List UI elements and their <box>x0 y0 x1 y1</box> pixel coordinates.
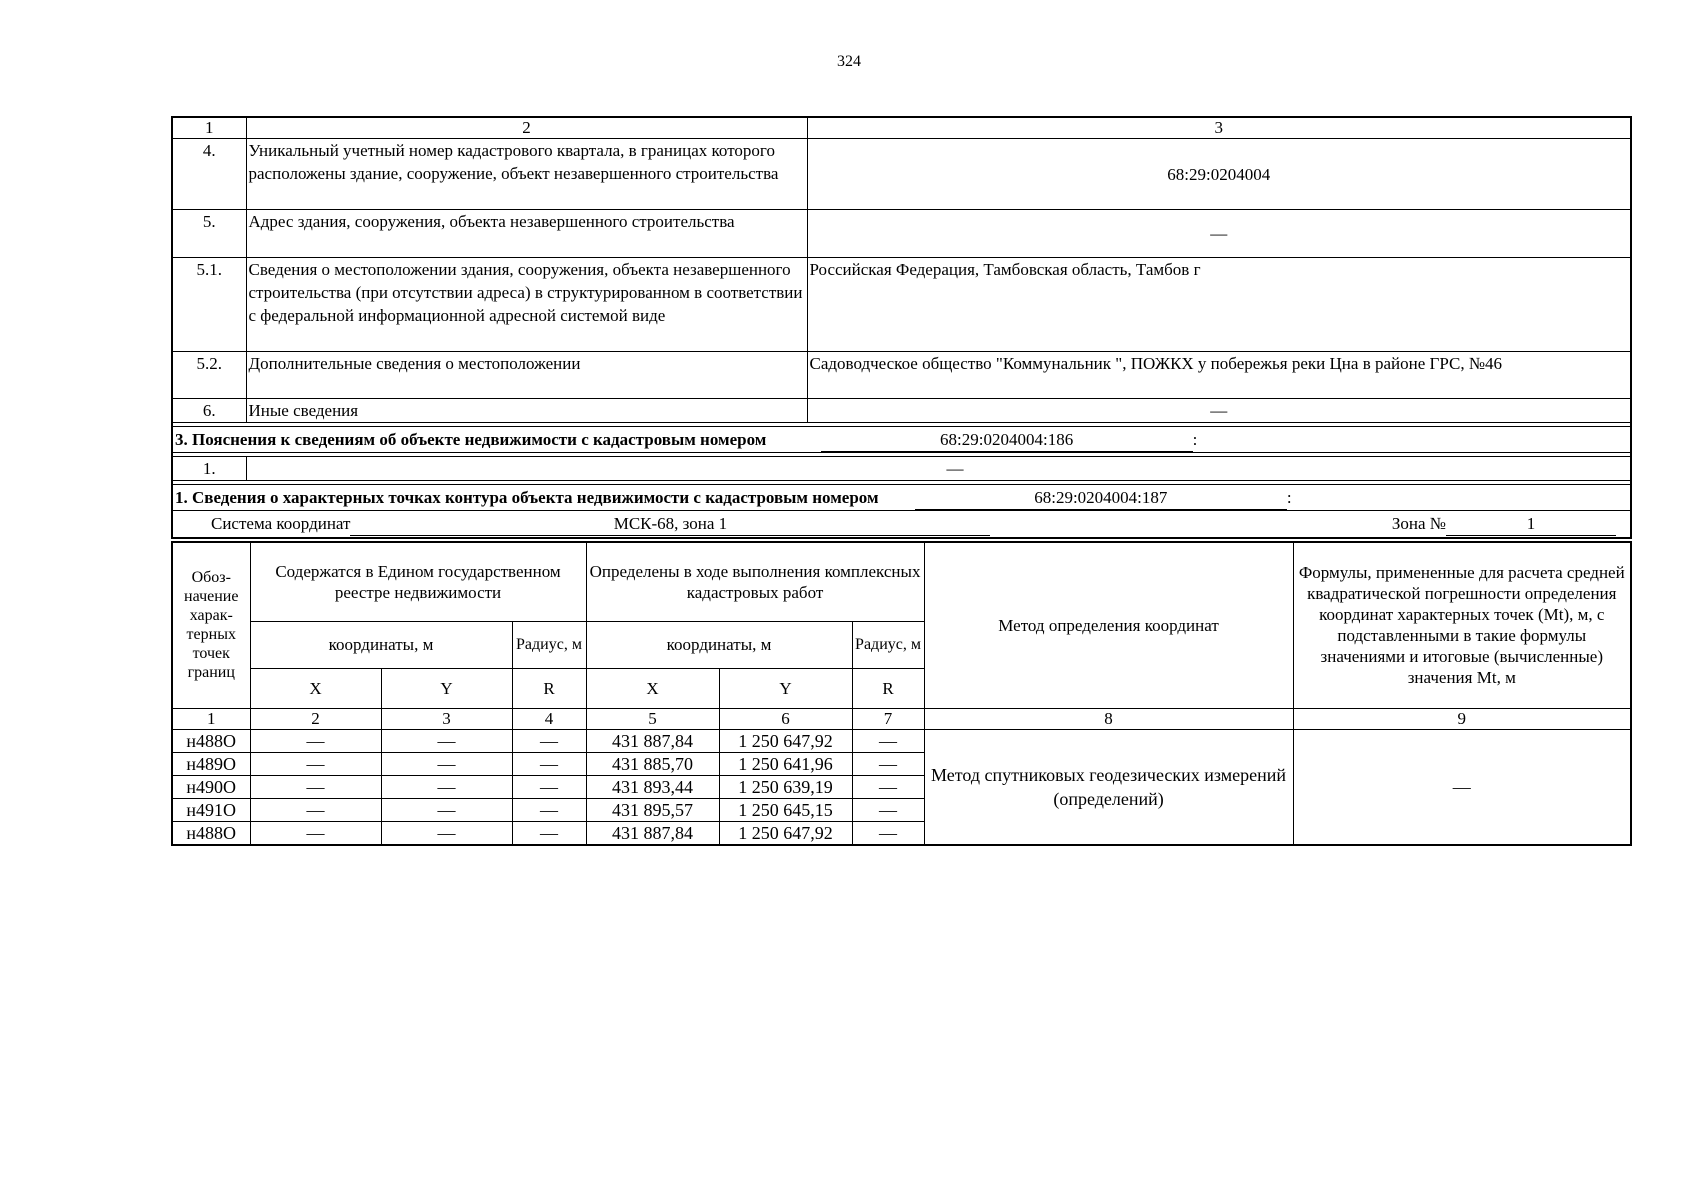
ckr-r: — <box>852 821 924 845</box>
column-number: 7 <box>852 708 924 729</box>
ckr-x: 431 893,44 <box>586 775 719 798</box>
header-ckr-r: R <box>852 668 924 708</box>
info-row-value: — <box>807 210 1631 258</box>
point-designation: н490О <box>172 775 250 798</box>
egrn-x: — <box>250 775 381 798</box>
info-row-num: 4. <box>172 139 246 210</box>
zone-field <box>1392 512 1616 536</box>
info-row-location <box>172 258 1631 352</box>
points-section-suffix: : <box>1286 487 1292 507</box>
coordinate-system-label: Система координат <box>211 513 351 533</box>
ckr-r: — <box>852 752 924 775</box>
column-number: 9 <box>1293 708 1631 729</box>
info-table <box>171 116 1632 539</box>
points-section-title: 1. Сведения о характерных точках контура объекта недвижимости с кадастровым номером <box>175 487 879 507</box>
column-number: 4 <box>512 708 586 729</box>
points-section-header <box>172 485 1631 511</box>
info-row-value: 68:29:0204004 <box>807 139 1631 210</box>
points-table <box>171 541 1632 846</box>
ckr-y: 1 250 641,96 <box>719 752 852 775</box>
point-designation: н488О <box>172 729 250 752</box>
header-egrn-r: R <box>512 668 586 708</box>
info-row-label: Уникальный учетный номер кадастрового квартала, в границах которого расположены здание, сооружение, объект незавершенного строительства <box>246 139 807 210</box>
column-number: 2 <box>250 708 381 729</box>
points-section-cadastral-number: 68:29:0204004:187 <box>915 486 1287 510</box>
coordinate-system-row <box>172 511 1631 538</box>
header-formulas: Формулы, примененные для расчета средней квадратической погрешности определения координат характерных точек (Mt), м, с подставленными в такие формулы значениями и итоговые (вычисленные) значения Mt, м <box>1293 542 1631 708</box>
header-egrn-group: Содержатся в Едином государственном реестре недвижимости <box>250 542 586 621</box>
explanations-title: 3. Пояснения к сведениям об объекте недвижимости с кадастровым номером <box>175 429 767 449</box>
info-row-num: 5. <box>172 210 246 258</box>
column-number: 3 <box>381 708 512 729</box>
header-ckr-x: X <box>586 668 719 708</box>
info-row-num: 5.2. <box>172 352 246 399</box>
egrn-y: — <box>381 798 512 821</box>
egrn-y: — <box>381 729 512 752</box>
point-designation: н488О <box>172 821 250 845</box>
header-egrn-radius: Радиус, м <box>512 621 586 668</box>
formulas-value: — <box>1293 729 1631 845</box>
info-row-label: Иные сведения <box>246 399 807 423</box>
info-row-value: Садоводческое общество "Коммунальник ", ПОЖКХ у побережья реки Цна в районе ГРС, №46 <box>807 352 1631 399</box>
info-header-col-3: 3 <box>807 117 1631 139</box>
explanations-item-num: 1. <box>172 457 246 481</box>
explanations-item-value: — <box>246 457 1631 481</box>
column-number: 6 <box>719 708 852 729</box>
egrn-r: — <box>512 775 586 798</box>
ckr-y: 1 250 639,19 <box>719 775 852 798</box>
explanations-header <box>172 427 1631 453</box>
egrn-x: — <box>250 729 381 752</box>
header-ckr-y: Y <box>719 668 852 708</box>
column-number: 8 <box>924 708 1293 729</box>
ckr-y: 1 250 647,92 <box>719 821 852 845</box>
header-ckr-group: Определены в ходе выполнения комплексных кадастровых работ <box>586 542 924 621</box>
egrn-y: — <box>381 752 512 775</box>
zone-value: 1 <box>1446 512 1616 536</box>
header-egrn-y: Y <box>381 668 512 708</box>
table-row <box>172 729 1631 752</box>
header-egrn-x: X <box>250 668 381 708</box>
egrn-y: — <box>381 821 512 845</box>
ckr-y: 1 250 645,15 <box>719 798 852 821</box>
ckr-r: — <box>852 775 924 798</box>
info-row-num: 6. <box>172 399 246 423</box>
explanations-cadastral-number: 68:29:0204004:186 <box>821 428 1193 452</box>
column-numbers-row <box>172 708 1631 729</box>
point-designation: н489О <box>172 752 250 775</box>
egrn-r: — <box>512 798 586 821</box>
method-value: Метод спутниковых геодезических измерений (определений) <box>924 729 1293 845</box>
header-point-designation: Обоз-начение харак-терных точек границ <box>172 542 250 708</box>
ckr-x: 431 887,84 <box>586 729 719 752</box>
info-row-additional-location <box>172 352 1631 399</box>
info-row-label: Дополнительные сведения о местоположении <box>246 352 807 399</box>
info-header-col-2: 2 <box>246 117 807 139</box>
ckr-y: 1 250 647,92 <box>719 729 852 752</box>
column-number: 5 <box>586 708 719 729</box>
egrn-r: — <box>512 752 586 775</box>
egrn-x: — <box>250 752 381 775</box>
coordinate-system-value: МСК-68, зона 1 <box>350 512 990 536</box>
info-row-value: Российская Федерация, Тамбовская область, Тамбов г <box>807 258 1631 352</box>
header-egrn-coords: координаты, м <box>250 621 512 668</box>
info-row-other <box>172 399 1631 423</box>
ckr-r: — <box>852 729 924 752</box>
egrn-x: — <box>250 798 381 821</box>
egrn-r: — <box>512 821 586 845</box>
explanations-item <box>172 457 1631 481</box>
header-ckr-radius: Радиус, м <box>852 621 924 668</box>
info-row-address <box>172 210 1631 258</box>
zone-label: Зона № <box>1391 513 1446 533</box>
egrn-y: — <box>381 775 512 798</box>
egrn-r: — <box>512 729 586 752</box>
ckr-x: 431 887,84 <box>586 821 719 845</box>
info-row-label: Адрес здания, сооружения, объекта незавершенного строительства <box>246 210 807 258</box>
info-row-num: 5.1. <box>172 258 246 352</box>
ckr-r: — <box>852 798 924 821</box>
page-number: 324 <box>837 53 861 70</box>
point-designation: н491О <box>172 798 250 821</box>
info-row-label: Сведения о местоположении здания, сооружения, объекта незавершенного строительства (при отсутствии адреса) в структурированном в соответствии с федеральной информационной адресной системой виде <box>246 258 807 352</box>
header-ckr-coords: координаты, м <box>586 621 852 668</box>
column-number: 1 <box>172 708 250 729</box>
explanations-suffix: : <box>1192 429 1198 449</box>
ckr-x: 431 885,70 <box>586 752 719 775</box>
header-method: Метод определения координат <box>924 542 1293 708</box>
ckr-x: 431 895,57 <box>586 798 719 821</box>
points-header-row-1 <box>172 542 1631 621</box>
info-row-cadastral-quarter <box>172 139 1631 210</box>
egrn-x: — <box>250 821 381 845</box>
info-header-col-1: 1 <box>172 117 246 139</box>
info-row-value: — <box>807 399 1631 423</box>
info-table-header <box>172 117 1631 139</box>
